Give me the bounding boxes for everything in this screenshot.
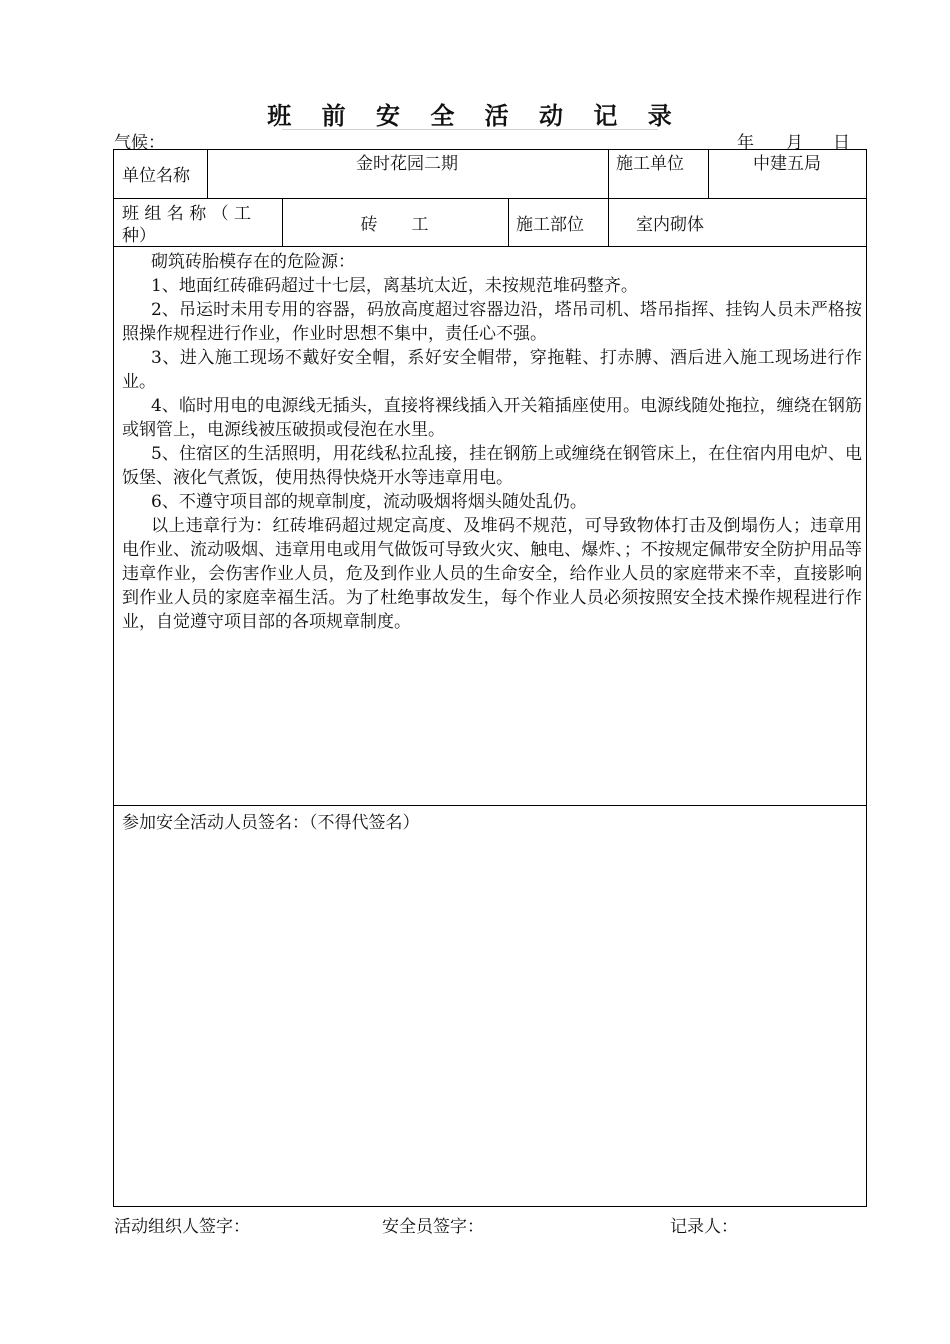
- constructor-label: 施工单位: [616, 154, 684, 174]
- team-label-line2: 种）: [122, 226, 156, 246]
- location-value: 室内砌体: [636, 215, 704, 235]
- content-paragraph: 5、住宿区的生活照明，用花线私拉乱接，挂在钢筋上或缠绕在钢管床上，在住宿内用电炉、电饭堡、液化气煮饭，使用热得快烧开水等违章用电。: [122, 444, 862, 488]
- content-paragraph: 6、不遵守项目部的规章制度，流动吸烟将烟头随处乱仍。: [151, 492, 587, 512]
- unit-name-value: 金时花园二期: [356, 154, 458, 174]
- col-divider: [608, 150, 609, 198]
- content-paragraph: 2、吊运时未用专用的容器，码放高度超过容器边沿，塔吊司机、塔吊指挥、挂钩人员未严格按照操作规程进行作业，作业时思想不集中，责任心不强。: [122, 300, 862, 344]
- constructor-value: 中建五局: [753, 154, 821, 174]
- content-paragraph: 4、临时用电的电源线无插头，直接将裸线插入开关箱插座使用。电源线随处拖拉，缠绕在钢筋或钢管上，电源线被压破损或侵泡在水里。: [122, 396, 862, 440]
- weather-label: 气候：: [114, 133, 165, 153]
- content-paragraph: 1、地面红砖碓码超过十七层，离基坑太近，未按规范堆码整齐。: [151, 276, 638, 296]
- row-divider-1: [114, 198, 866, 199]
- safety-officer-signature-label: 安全员签字：: [382, 1217, 484, 1237]
- recorder-label: 记录人：: [670, 1217, 738, 1237]
- date-day-label: 日: [833, 133, 850, 153]
- organizer-signature-label: 活动组织人签字：: [114, 1217, 250, 1237]
- date-month-label: 月: [786, 133, 803, 153]
- date-year-label: 年: [737, 133, 754, 153]
- row-divider-3: [114, 805, 866, 806]
- page-title: 班 前 安 全 活 动 记 录: [267, 101, 683, 130]
- title-underline: [282, 129, 658, 130]
- location-label: 施工部位: [516, 215, 584, 235]
- team-label-line1: 班 组 名 称 （ 工: [122, 204, 252, 224]
- row-divider-2: [114, 246, 866, 247]
- unit-name-label: 单位名称: [122, 166, 190, 186]
- participant-signature-label: 参加安全活动人员签名：（不得代签名）: [122, 813, 420, 833]
- content-paragraph: 以上违章行为：红砖堆码超过规定高度、及堆码不规范，可导致物体打击及倒塌伤人；违章用电作业、流动吸烟、违章用电或用气做饭可导致火灾、触电、爆炸、；不按规定佩带安全防护用品等违章作业，会伤害作业人员，危及到作业人员的生命安全，给作业人员的家庭带来不幸，直接影响到作业人员的家庭幸福生活。为了杜绝事故发生，每个作业人员必须按照安全技术操作规程进行作业，自觉遵守项目部的各项规章制度。: [122, 516, 862, 632]
- col-divider: [608, 198, 609, 246]
- hazard-content: [122, 250, 862, 634]
- col-divider: [508, 198, 509, 246]
- team-value: 砖 工: [360, 215, 429, 235]
- content-paragraph: 3、进入施工现场不戴好安全帽，系好安全帽带，穿拖鞋、打赤膊、酒后进入施工现场进行作业。: [122, 348, 862, 392]
- content-paragraph: 砌筑砖胎模存在的危险源：: [151, 252, 355, 272]
